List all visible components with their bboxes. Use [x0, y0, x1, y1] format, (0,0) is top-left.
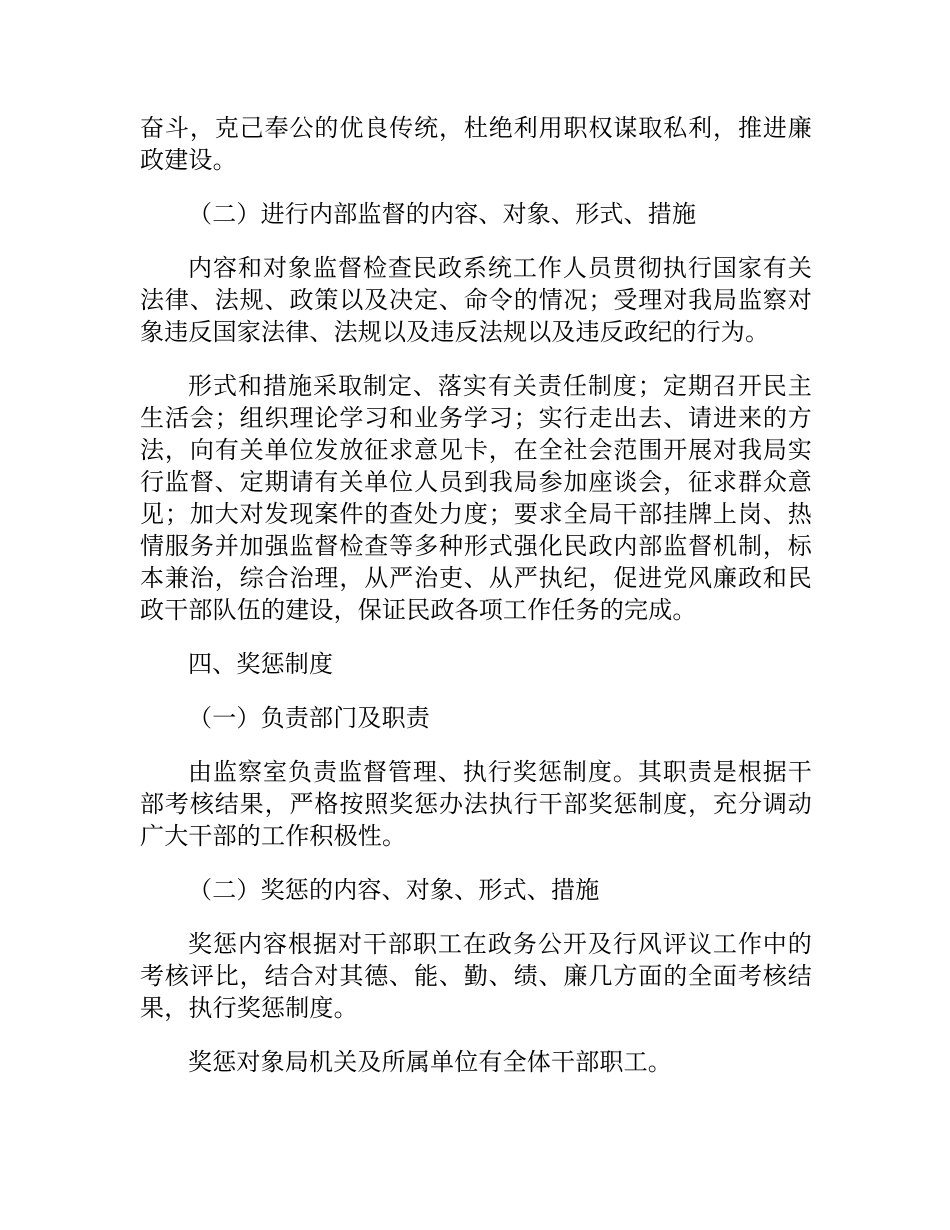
section-heading-internal-supervision: （二）进行内部监督的内容、对象、形式、措施 [188, 200, 697, 228]
paragraph-content-and-objects: 内容和对象监督检查民政系统工作人员贯彻执行国家有关法律、法规、政策以及决定、命令的情况；受理对我局监察对象违反国家法律、法规以及违反法规以及违反政纪的行为。 [140, 254, 812, 346]
subsection-heading-reward-content: （二）奖惩的内容、对象、形式、措施 [188, 876, 600, 904]
paragraph-forms-and-measures: 形式和措施采取制定、落实有关责任制度；定期召开民主生活会；组织理论学习和业务学习；实行走出去、请进来的方法，向有关单位发放征求意见卡，在全社会范围开展对我局实行监督、定期请有关单位人员到我局参加座谈会，征求群众意见；加大对发现案件的查处力度；要求全局干部挂牌上岗、热情服务并加强监督检查等多种形式强化民政内部监督机制，标本兼治，综合治理，从严治吏、从严执纪，促进党风廉政和民政干部队伍的建设，保证民政各项工作任务的完成。 [140, 372, 812, 624]
paragraph-continuation: 奋斗，克己奉公的优良传统，杜绝利用职权谋取私利，推进廉政建设。 [140, 114, 812, 174]
paragraph-reward-objects: 奖惩对象局机关及所属单位有全体干部职工。 [188, 1048, 672, 1076]
document-page [140, 112, 812, 1100]
subsection-heading-responsible-department: （一）负责部门及职责 [188, 704, 430, 732]
paragraph-responsibilities: 由监察室负责监督管理、执行奖惩制度。其职责是根据干部考核结果，严格按照奖惩办法执行干部奖惩制度，充分调动广大干部的工作积极性。 [140, 758, 812, 850]
section-heading-rewards-punishments: 四、奖惩制度 [188, 650, 334, 678]
paragraph-reward-content: 奖惩内容根据对干部职工在政务公开及行风评议工作中的考核评比，结合对其德、能、勤、绩、廉几方面的全面考核结果，执行奖惩制度。 [140, 930, 812, 1022]
